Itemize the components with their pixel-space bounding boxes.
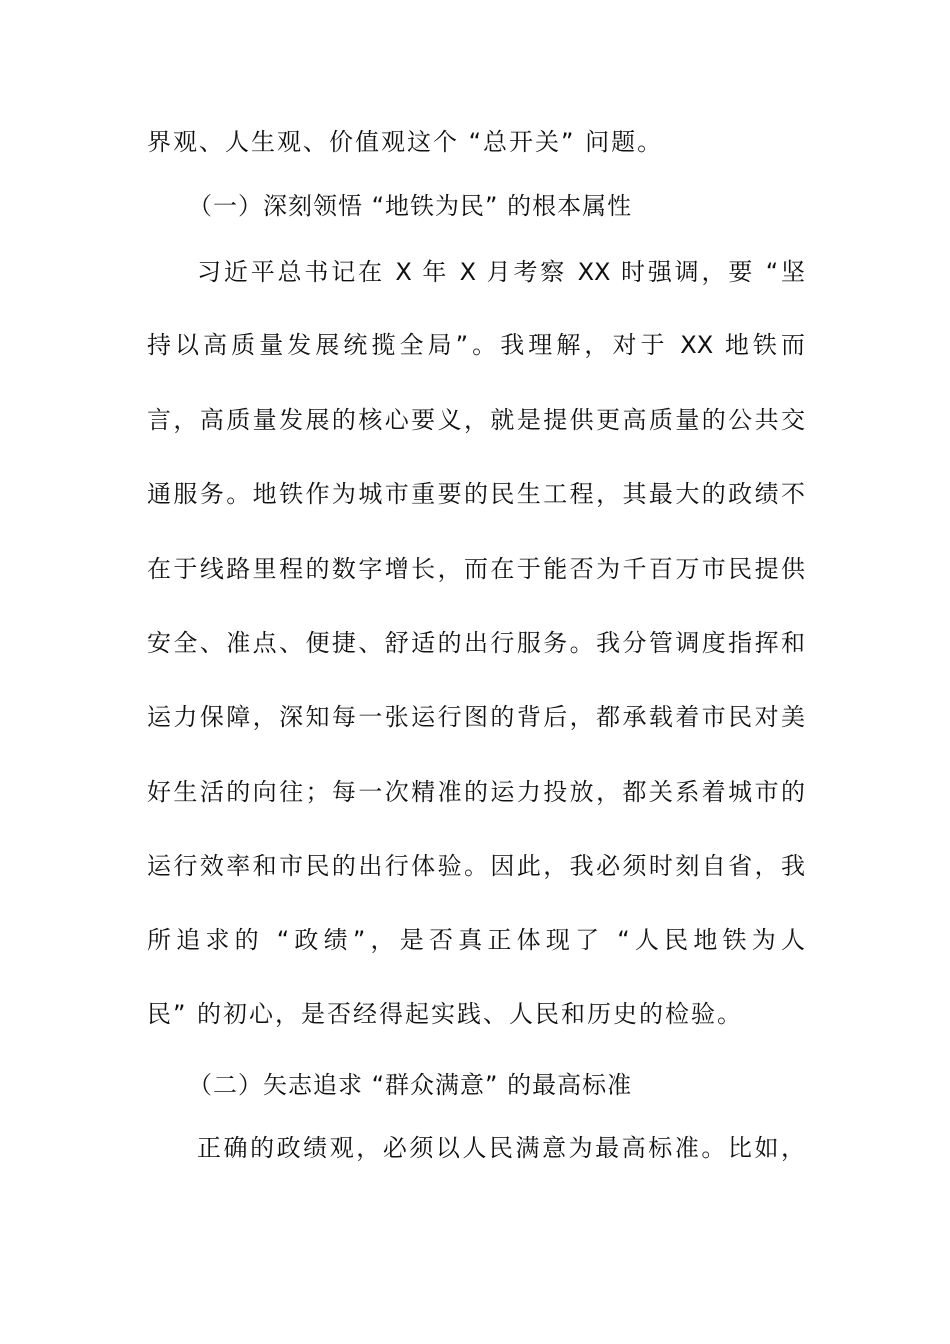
section-heading-1: （一）深刻领悟 “地铁为民” 的根本属性 (188, 192, 633, 220)
paragraph-line: 持以高质量发展统揽全局”。我理解，对于 XX 地铁而 (147, 331, 805, 359)
paragraph-line: 民” 的初心，是否经得起实践、人民和历史的检验。 (147, 1000, 744, 1028)
paragraph-line: 好生活的向往；每一次精准的运力投放，都关系着城市的 (147, 778, 805, 806)
paragraph-line: 安全、准点、便捷、舒适的出行服务。我分管调度指挥和 (147, 629, 805, 657)
paragraph-line: 界观、人生观、价值观这个 “总开关” 问题。 (147, 128, 664, 156)
paragraph-line: 运力保障，深知每一张运行图的背后，都承载着市民对美 (147, 703, 805, 731)
paragraph-line: 习近平总书记在 X 年 X 月考察 XX 时强调，要 “坚 (197, 258, 805, 286)
section-heading-2: （二）矢志追求 “群众满意” 的最高标准 (188, 1071, 633, 1099)
paragraph-line: 通服务。地铁作为城市重要的民生工程，其最大的政绩不 (147, 480, 805, 508)
paragraph-line: 在于线路里程的数字增长，而在于能否为千百万市民提供 (147, 555, 805, 583)
paragraph-line: 运行效率和市民的出行体验。因此，我必须时刻自省，我 (147, 852, 805, 880)
paragraph-line: 言，高质量发展的核心要义，就是提供更高质量的公共交 (147, 406, 805, 434)
paragraph-line: 所追求的 “政绩”，是否真正体现了 “人民地铁为人 (147, 926, 805, 954)
paragraph-line: 正确的政绩观，必须以人民满意为最高标准。比如， (197, 1134, 805, 1162)
